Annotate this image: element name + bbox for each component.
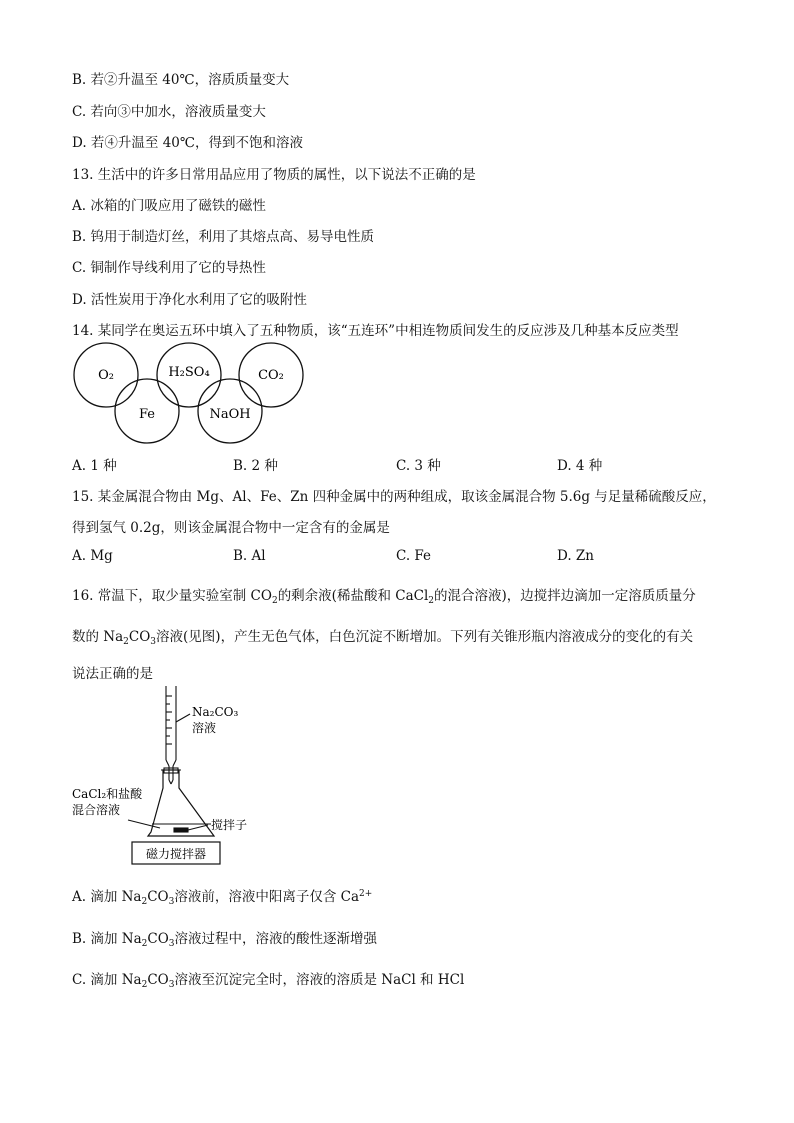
ring-label-o2: O₂ [98, 368, 114, 383]
ring-label-h2so4: H₂SO₄ [168, 365, 210, 380]
q12-option-b: B. 若②升温至 40℃，溶质质量变大 [72, 72, 290, 88]
q16-stem-line2: 数的 $Na_2CO_3$溶液(见图)，产生无色气体，白色沉淀不断增加。下列有关锥形瓶内溶液成分的变化的有关 [72, 629, 694, 647]
ring-label-fe: Fe [138, 407, 156, 422]
q15-stem-line2: 得到氢气 0.2g，则该金属混合物中一定含有的金属是 [72, 520, 390, 536]
q15-option-a: A. Mg [72, 548, 113, 564]
q15-stem-line1: 15. 某金属混合物由 Mg、Al、Fe、Zn 四种金属中的两种组成，取该金属混合物 5.6g 与足量稀硫酸反应， [72, 489, 716, 505]
q13-option-b: B. 钨用于制造灯丝，利用了其熔点高、易导电性质 [72, 229, 375, 245]
label-magnetic-stirrer: 磁力搅拌器 [145, 847, 207, 861]
ring-label-co2: CO₂ [258, 368, 284, 383]
q16-option-b: B. 滴加 $Na_2CO_3$溶液过程中，溶液的酸性逐渐增强 [72, 931, 378, 949]
q15-option-b: B. Al [233, 548, 266, 564]
titration-apparatus-figure [68, 684, 258, 868]
q15-option-d: D. Zn [557, 548, 594, 564]
label-na2co3: Na₂CO₃ [192, 705, 239, 719]
q13-stem: 13. 生活中的许多日常用品应用了物质的属性，以下说法不正确的是 [72, 167, 476, 183]
q14-stem: 14. 某同学在奥运五环中填入了五种物质，该“五连环”中相连物质间发生的反应涉及几种基本反应类型 [72, 323, 679, 339]
ring-label-naoh: NaOH [209, 407, 251, 422]
q16-stem-line3: 说法正确的是 [72, 666, 153, 682]
q13-option-c: C. 铜制作导线利用了它的导热性 [72, 260, 266, 276]
label-stir-bar: 搅拌子 [211, 818, 248, 832]
five-rings-diagram [68, 338, 313, 446]
q14-option-a: A. 1 种 [72, 458, 117, 474]
q15-option-c: C. Fe [396, 548, 432, 564]
q16-stem-line1: 16. 常温下，取少量实验室制 $CO_2$的剩余液(稀盐酸和 CaCl$_2$的混合溶液)，边搅拌边滴加一定溶质质量分 [72, 588, 696, 606]
q16-option-c: C. 滴加 $Na_2CO_3$溶液至沉淀完全时，溶液的溶质是 NaCl 和 HCl [72, 972, 465, 990]
q12-option-c: C. 若向③中加水，溶液质量变大 [72, 104, 266, 120]
label-solution: 溶液 [192, 721, 217, 735]
label-mixed-solution: 混合溶液 [72, 803, 121, 817]
q14-option-b: B. 2 种 [233, 458, 278, 474]
q16-option-a: A. 滴加 $Na_2CO_3$溶液前，溶液中阳离子仅含 $Ca^{2+}$ [72, 889, 373, 907]
q12-option-d: D. 若④升温至 40℃，得到不饱和溶液 [72, 135, 303, 151]
q14-option-c: C. 3 种 [396, 458, 441, 474]
q13-option-a: A. 冰箱的门吸应用了磁铁的磁性 [72, 198, 266, 214]
q13-option-d: D. 活性炭用于净化水利用了它的吸附性 [72, 292, 307, 308]
q14-option-d: D. 4 种 [557, 458, 603, 474]
label-cacl2-acid: CaCl₂和盐酸 [72, 787, 143, 801]
